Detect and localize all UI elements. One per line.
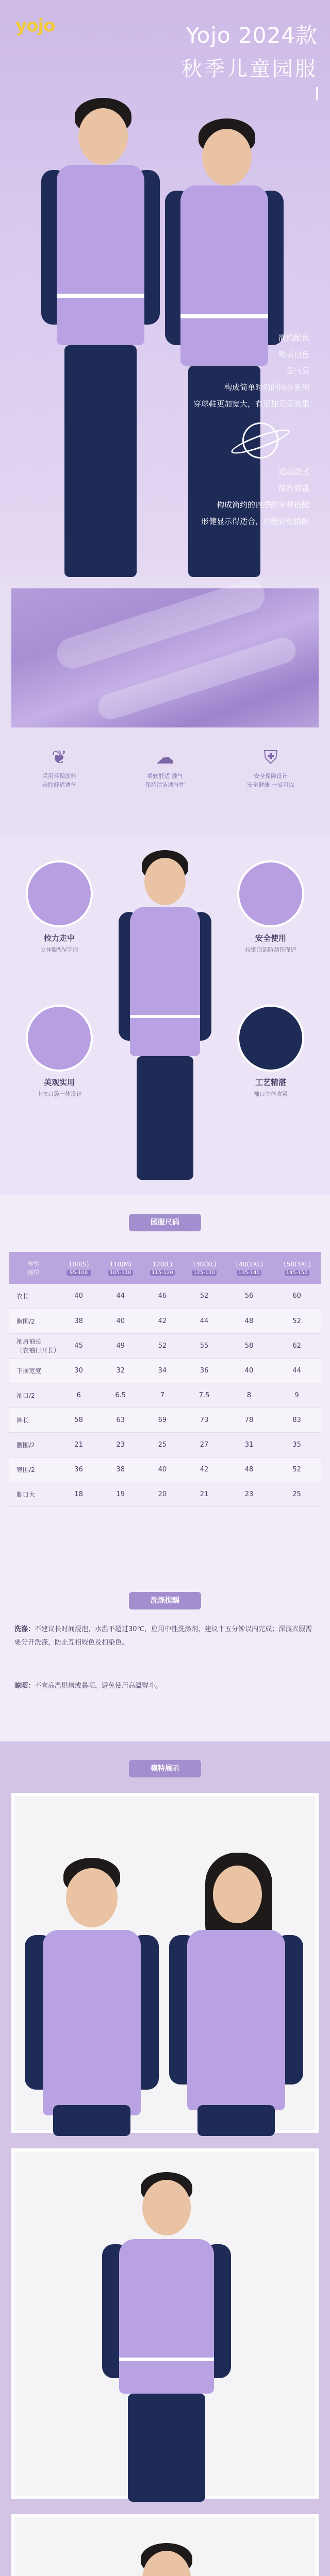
detail-cuff [227,1005,315,1098]
detail-zipper [15,860,103,954]
height-range: 105-110 [108,1270,133,1276]
model-kid-boy-front [102,2172,231,2502]
size-heading: 园服尺码 [129,1214,201,1231]
tagline1-line: 显气质 [286,366,309,376]
table-cell: 62 [273,1333,321,1358]
tagline2-line: 运动款式 [278,467,309,477]
table-cell: 36 [58,1457,100,1482]
row-label: 袖口/2 [9,1383,58,1408]
shield-icon: ⛨ [263,747,278,768]
detail-pocket [15,1005,103,1098]
detail-subtitle: 上衣口袋一体设计 [37,1091,82,1097]
detail-safety-image [237,860,304,927]
table-cell: 6.5 [100,1383,141,1408]
hero-title-line1: Yojo 2024款 [186,23,318,48]
table-cell: 40 [58,1284,100,1309]
table-cell: 52 [141,1333,183,1358]
column-header [273,1252,321,1284]
details-center-kid [119,850,211,1180]
care-heading: 洗涤提醒 [129,1592,201,1609]
model-kid-boy-pose [102,2543,231,2576]
row-label: 裤长 [9,1408,58,1432]
tagline1-line: 简约配色 [278,333,309,343]
table-cell: 63 [100,1408,141,1432]
column-header [100,1252,141,1284]
table-cell: 42 [141,1309,183,1333]
height-range: 115-120 [150,1270,175,1276]
column-header [183,1252,225,1284]
table-cell: 20 [141,1482,183,1506]
leaf-icon: ❦ [51,747,68,768]
table-cell: 40 [100,1309,141,1333]
corner-top: 号型 [27,1260,40,1267]
table-cell: 36 [183,1358,225,1383]
size-label: 140(2XL) [235,1260,263,1268]
hero-tagline-2 [201,464,309,530]
table-cell: 44 [183,1309,225,1333]
fabric-section [0,577,330,835]
size-table [9,1252,321,1507]
row-label: 臀围/2 [9,1457,58,1482]
detail-safety [227,860,315,954]
table-cell: 52 [273,1309,321,1333]
table-cell: 42 [183,1457,225,1482]
feature-safety [222,747,320,789]
detail-title: 工艺精湛 [255,1078,286,1087]
hero-tagline-1 [193,330,309,412]
table-cell: 8 [225,1383,273,1408]
tagline2-line: 构成简约的四季的多种搭配 [216,500,309,510]
feature-text: 采用环保面料 亲肤舒适透气 [42,773,76,788]
table-cell: 38 [58,1309,100,1333]
table-cell: 48 [225,1457,273,1482]
table-cell: 45 [58,1333,100,1358]
table-row [9,1432,321,1457]
feature-text: 安全保障设计 安全健康 一家可以 [247,773,294,788]
detail-zipper-image [26,860,93,927]
cloud-icon: ☁ [156,747,174,768]
size-label: 120(L) [152,1260,173,1268]
table-cell: 83 [273,1408,321,1432]
table-cell: 52 [273,1457,321,1482]
row-label: 衣长 [9,1284,58,1309]
table-cell: 52 [183,1284,225,1309]
table-cell: 18 [58,1482,100,1506]
table-row [9,1408,321,1432]
table-cell: 40 [141,1457,183,1482]
brand-logo: yojo [15,15,55,36]
table-row [9,1309,321,1333]
detail-title: 拉力走中 [43,934,75,943]
table-cell: 58 [58,1408,100,1432]
tagline2-line: 简约剪裁 [278,484,309,493]
detail-title: 美观实用 [43,1078,75,1087]
table-row [9,1333,321,1358]
table-cell: 34 [141,1358,183,1383]
tagline2-line: 形健显示得适合，也能轻松搭配 [201,517,309,526]
table-cell: 25 [273,1482,321,1506]
feature-eco [10,747,108,789]
detail-pocket-image [26,1005,93,1072]
table-cell: 38 [100,1457,141,1482]
table-cell: 55 [183,1333,225,1358]
care-wash [14,1623,316,1650]
table-cell: 49 [100,1333,141,1358]
hero-title [182,19,318,100]
table-cell: 21 [183,1482,225,1506]
hero-kid-left [41,98,160,577]
table-cell: 30 [58,1358,100,1383]
fabric-closeup-image [11,588,319,727]
size-label: 100(S) [68,1260,89,1268]
row-label: 脚口大 [9,1482,58,1506]
feature-text: 柔软舒适 透气 保持清洁透气性 [145,773,185,788]
model-photo-2 [11,2148,319,2499]
table-row [9,1284,321,1309]
table-cell: 56 [225,1284,273,1309]
tagline1-line: 构成简单时尚的同步系列 [224,383,309,392]
hero-banner [0,0,330,577]
table-row [9,1457,321,1482]
height-range: 95-100 [67,1270,91,1276]
care-dry-text: 不宜高温烘烤或暴晒，避免使用高温熨斗。 [35,1682,162,1690]
table-cell: 25 [141,1432,183,1457]
column-header [141,1252,183,1284]
models-heading: 模特展示 [129,1760,201,1777]
height-range: 135-140 [237,1270,261,1276]
table-cell: 35 [273,1432,321,1457]
table-cell: 40 [225,1358,273,1383]
care-wash-label: 洗涤： [14,1625,35,1633]
table-cell: 44 [273,1358,321,1383]
title-divider [316,87,318,100]
table-cell: 23 [100,1432,141,1457]
detail-subtitle: 拉链顶部防刮伤保护 [245,946,296,953]
model-kid-boy [25,1858,159,2136]
table-cell: 32 [100,1358,141,1383]
row-label: 胸围/2 [9,1309,58,1333]
tagline1-line: 穿球鞋更加宽大，有更加无显效果 [193,399,309,409]
table-cell: 46 [141,1284,183,1309]
model-photo-1 [11,1793,319,2133]
table-cell: 44 [100,1284,141,1309]
care-dry-label: 晾晒： [14,1682,35,1690]
table-cell: 7 [141,1383,183,1408]
details-section [0,835,330,1195]
table-cell: 48 [225,1309,273,1333]
detail-subtitle: 袖口立体收紧 [254,1091,288,1097]
table-cell: 23 [225,1482,273,1506]
table-cell: 7.5 [183,1383,225,1408]
table-cell: 6 [58,1383,100,1408]
table-row [9,1482,321,1506]
models-section [0,1741,330,2576]
hero-title-line2: 秋季儿童园服 [182,57,318,81]
feature-breathable [116,747,214,789]
row-label: 袖肩袖长 （衣袖口开长） [9,1333,58,1358]
tagline1-line: 唯美白色 [278,350,309,359]
table-cell: 19 [100,1482,141,1506]
care-dry [14,1680,316,1693]
table-row [9,1358,321,1383]
table-cell: 73 [183,1408,225,1432]
size-label: 130(XL) [192,1260,217,1268]
size-label: 150(3XL) [283,1260,311,1268]
detail-title: 安全使用 [255,934,286,943]
size-label: 110(M) [109,1260,132,1268]
table-row [9,1383,321,1408]
care-wash-text: 不建议长时间浸泡，水温不超过30℃，应用中性洗涤剂，建议十五分钟以内完成；深浅衣服需要分开洗涤，防止互相咬色及扣染色。 [14,1625,312,1647]
table-cell: 21 [58,1432,100,1457]
height-range: 145-150 [285,1270,309,1276]
table-cell: 58 [225,1333,273,1358]
model-photo-3 [11,2514,319,2576]
table-cell: 9 [273,1383,321,1408]
column-header [225,1252,273,1284]
table-cell: 69 [141,1408,183,1432]
table-header-row [9,1252,321,1284]
table-corner [9,1252,58,1284]
table-cell: 60 [273,1284,321,1309]
row-label: 腰围/2 [9,1432,58,1457]
detail-subtitle: 立体版型V字形 [40,946,78,953]
size-section [0,1195,330,1741]
corner-bottom: 部位 [27,1269,40,1276]
table-cell: 27 [183,1432,225,1457]
height-range: 125-130 [192,1270,217,1276]
detail-cuff-image [237,1005,304,1072]
table-cell: 31 [225,1432,273,1457]
table-cell: 78 [225,1408,273,1432]
row-label: 下摆宽度 [9,1358,58,1383]
column-header [58,1252,100,1284]
model-kid-girl [169,1853,303,2136]
